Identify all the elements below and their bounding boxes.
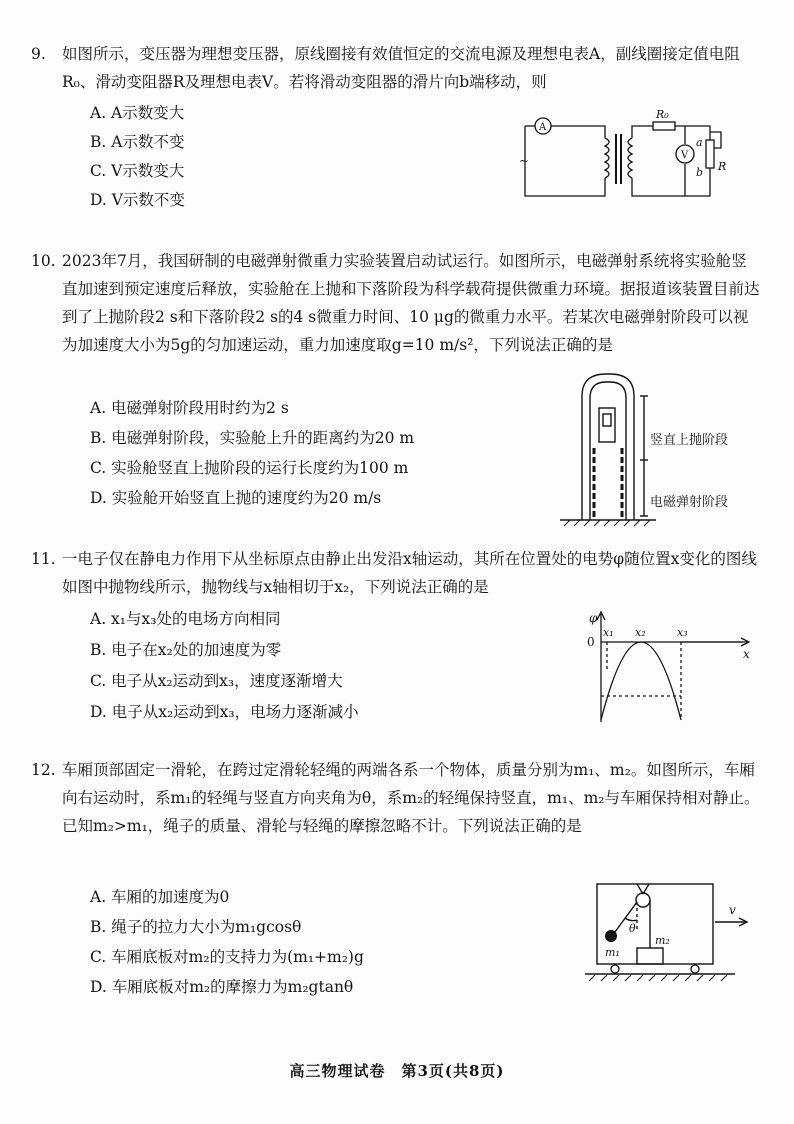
question-12-option-c: C. 车厢底板对m₂的支持力为(m₁+m₂)g [90,948,364,966]
question-12-option-d: D. 车厢底板对m₂的摩擦力为m₂gtanθ [90,978,354,996]
m1-label: m₁ [605,946,620,959]
question-10-option-a: A. 电磁弹射阶段用时约为2 s [90,399,289,417]
question-10-option-b: B. 电磁弹射阶段，实验舱上升的距离约为20 m [90,429,415,447]
question-9-option-b: B. A示数不变 [90,133,185,151]
question-10-option-c: C. 实验舱竖直上抛阶段的运行长度约为100 m [90,459,409,477]
r-label: R [718,160,727,173]
question-11-stem: 11. 一电子仅在静电力作用下从坐标原点由静止出发沿x轴运动，其所在位置处的电势φ随位置x变化的图线如图中抛物线所示，抛物线与x轴相切于x₂，下列说法正确的是 [62,545,760,601]
a-label: a [696,136,703,149]
question-9-option-d: D. V示数不变 [90,191,185,209]
question-11-option-c: C. 电子从x₂运动到x₃，速度逐渐增大 [90,672,343,690]
question-9-option-c: C. V示数变大 [90,162,185,180]
question-12-number: 12. [31,761,56,779]
phi-axis-label: φ [589,611,598,625]
question-11-option-b: B. 电子在x₂处的加速度为零 [90,641,282,659]
question-11-number: 11. [31,550,56,568]
origin-label: 0 [587,635,595,649]
carriage-pulley-figure [585,882,760,987]
question-10-number: 10. [31,252,56,270]
voltmeter-label: V [681,150,689,161]
ammeter-label: A [539,122,547,133]
question-11-option-d: D. 电子从x₂运动到x₃，电场力逐渐减小 [90,703,359,721]
question-11-option-a: A. x₁与x₃处的电场方向相同 [90,610,281,628]
question-9-number: 9. [31,45,46,63]
transformer-circuit-figure [515,108,735,203]
question-10-stem: 10. 2023年7月，我国研制的电磁弹射微重力实验装置启动试运行。如图所示，电磁弹射系统将实验舱竖直加速到预定速度后释放，实验舱在上抛和下落阶段为科学载荷提供微重力环境。据报道该装置目前达到了上抛阶段2 s和下落阶段2 s的4 s微重力时间、10 μg的微重力水平。若某次电磁弹射阶段可以视为加速度大小为5g的匀加速运动，重力加速度取g=10 m/s²，下列说法正确的是 [62,247,760,359]
question-9-option-a: A. A示数变大 [90,104,185,122]
ejection-tower-figure [560,368,760,528]
question-12-option-b: B. 绳子的拉力大小为m₁gcosθ [90,918,302,936]
page-footer: 高三物理试卷 第3页(共8页) [289,1062,505,1080]
r0-label: R₀ [656,108,669,121]
question-9-stem: 9. 如图所示，变压器为理想变压器，原线圈接有效值恒定的交流电源及理想电表A，副线圈接定值电阻R₀、滑动变阻器R及理想电表V。若将滑动变阻器的滑片向b端移动，则 [62,40,760,96]
x-axis-label: x [743,647,750,661]
x3-label: x₃ [677,626,688,639]
x1-label: x₁ [603,626,614,639]
velocity-label: v [729,903,736,917]
question-12-option-a: A. 车厢的加速度为0 [90,888,230,906]
lower-stage-label: 电磁弹射阶段 [650,495,729,510]
theta-label: θ [629,922,636,935]
question-10-option-d: D. 实验舱开始竖直上抛的速度约为20 m/s [90,489,382,507]
question-12-stem: 12. 车厢顶部固定一滑轮，在跨过定滑轮轻绳的两端各系一个物体，质量分别为m₁、m₂。如图所示，车厢向右运动时，系m₁的轻绳与竖直方向夹角为θ，系m₂的轻绳保持竖直，m₁、m₂与车厢保持相对静止。已知m₂>m₁，绳子的质量、滑轮与轻绳的摩擦忽略不计。下列说法正确的是 [62,756,760,840]
x2-label: x₂ [635,626,646,639]
m2-label: m₂ [655,934,670,947]
ac-source-symbol: ~ [519,154,530,168]
b-label: b [696,166,704,179]
potential-graph-figure [585,610,755,722]
upper-stage-label: 竖直上抛阶段 [650,433,729,448]
